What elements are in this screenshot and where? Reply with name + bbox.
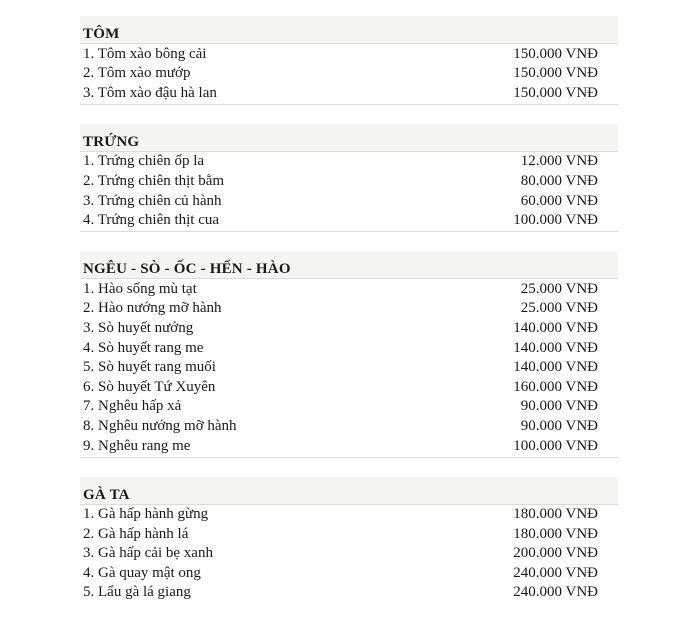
item-name: 2. Tôm xào mướp <box>83 65 191 82</box>
menu-item <box>80 44 618 64</box>
menu-item <box>80 397 618 417</box>
item-name: 2. Trứng chiên thịt bằm <box>83 172 225 189</box>
menu-item <box>80 171 618 191</box>
item-price: 25.000 VNĐ <box>520 300 598 317</box>
menu-item <box>80 583 618 603</box>
item-price: 25.000 VNĐ <box>520 280 598 297</box>
item-price: 150.000 VNĐ <box>513 65 598 82</box>
item-name: 8. Nghêu nướng mỡ hành <box>83 417 237 434</box>
item-name: 3. Trứng chiên củ hành <box>83 192 222 209</box>
menu-item <box>80 279 618 299</box>
item-price: 100.000 VNĐ <box>513 212 598 229</box>
item-price: 140.000 VNĐ <box>513 339 598 356</box>
item-name: 5. Lẩu gà lá giang <box>83 584 191 601</box>
section-spacer <box>80 232 618 251</box>
menu-item <box>80 524 618 544</box>
section-shellfish <box>80 251 618 457</box>
item-name: 6. Sò huyết Tứ Xuyên <box>83 378 216 395</box>
item-name: 1. Trứng chiên ốp la <box>83 153 205 170</box>
section-items <box>80 44 618 105</box>
item-price: 160.000 VNĐ <box>513 378 598 395</box>
menu-item <box>80 563 618 583</box>
menu-item <box>80 505 618 525</box>
menu-item <box>80 318 618 338</box>
menu-item <box>80 436 618 456</box>
item-name: 4. Gà quay mật ong <box>83 564 201 581</box>
section-title: TRỨNG <box>80 124 618 152</box>
menu-item <box>80 358 618 378</box>
section-title: NGÊU - SÒ - ỐC - HẾN - HÀO <box>80 251 618 279</box>
item-name: 5. Sò huyết rang muối <box>83 359 216 376</box>
item-price: 240.000 VNĐ <box>513 564 598 581</box>
item-name: 4. Trứng chiên thịt cua <box>83 212 220 229</box>
section-items <box>80 152 618 232</box>
item-price: 150.000 VNĐ <box>513 45 598 62</box>
item-name: 7. Nghêu hấp xả <box>83 398 182 415</box>
menu-item <box>80 299 618 319</box>
item-price: 100.000 VNĐ <box>513 437 598 454</box>
section-spacer <box>80 458 618 477</box>
item-name: 4. Sò huyết rang me <box>83 339 204 356</box>
section-title: TÔM <box>80 16 618 44</box>
menu-item <box>80 191 618 211</box>
section-items <box>80 279 618 457</box>
section-items <box>80 505 618 604</box>
item-price: 150.000 VNĐ <box>513 84 598 101</box>
item-price: 80.000 VNĐ <box>520 172 598 189</box>
item-name: 1. Tôm xào bông cải <box>83 45 207 62</box>
item-name: 1. Gà hấp hành gừng <box>83 506 209 523</box>
item-name: 2. Gà hấp hành lá <box>83 525 189 542</box>
item-price: 90.000 VNĐ <box>520 417 598 434</box>
item-price: 180.000 VNĐ <box>513 525 598 542</box>
item-price: 240.000 VNĐ <box>513 584 598 601</box>
item-price: 90.000 VNĐ <box>520 398 598 415</box>
item-name: 1. Hào sống mù tạt <box>83 280 197 297</box>
item-price: 60.000 VNĐ <box>520 192 598 209</box>
item-name: 3. Sò huyết nướng <box>83 319 194 336</box>
item-name: 9. Nghêu rang me <box>83 437 191 454</box>
section-spacer <box>80 105 618 124</box>
item-name: 3. Tôm xào đậu hà lan <box>83 84 217 101</box>
item-price: 180.000 VNĐ <box>513 506 598 523</box>
menu-item <box>80 377 618 397</box>
menu <box>80 16 618 603</box>
item-price: 200.000 VNĐ <box>513 545 598 562</box>
item-price: 12.000 VNĐ <box>520 153 598 170</box>
menu-item <box>80 64 618 84</box>
section-trung <box>80 124 618 232</box>
section-ga-ta <box>80 477 618 604</box>
menu-item <box>80 211 618 231</box>
item-price: 140.000 VNĐ <box>513 319 598 336</box>
section-title: GÀ TA <box>80 477 618 505</box>
item-name: 2. Hào nướng mỡ hành <box>83 300 222 317</box>
menu-item <box>80 544 618 564</box>
menu-item <box>80 83 618 103</box>
item-price: 140.000 VNĐ <box>513 359 598 376</box>
item-name: 3. Gà hấp cải bẹ xanh <box>83 545 213 562</box>
section-tom <box>80 16 618 105</box>
menu-item <box>80 338 618 358</box>
menu-item <box>80 152 618 172</box>
menu-item <box>80 416 618 436</box>
